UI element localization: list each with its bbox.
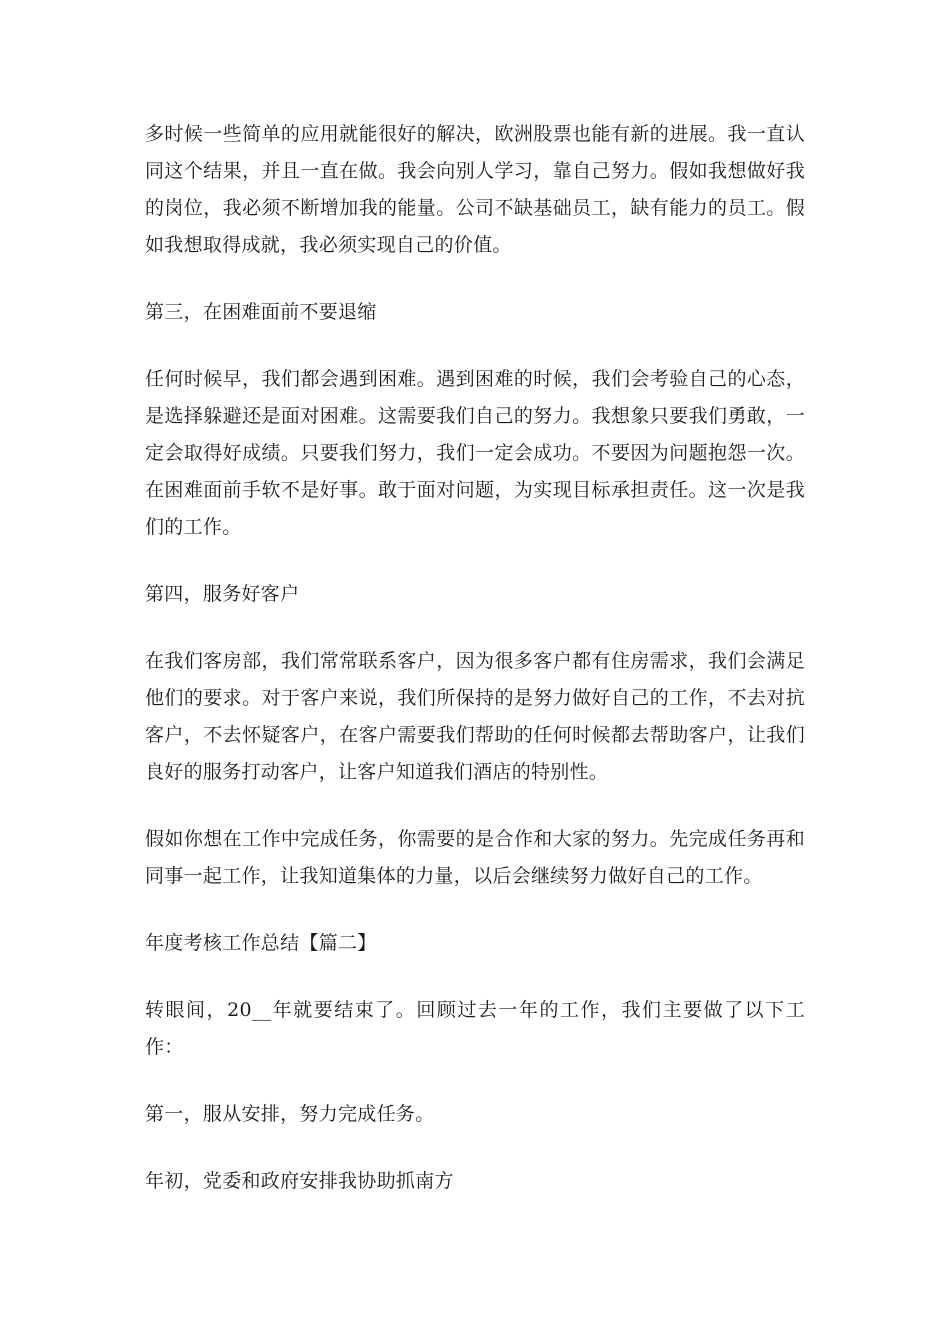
paragraph-intro-continued: 多时候一些简单的应用就能很好的解决，欧洲股票也能有新的进展。我一直认同这个结果，并且一直在做。我会向别人学习，靠自己努力。假如我想做好我的岗位，我必须不断增加我的能量。公司不缺基础员工，缺有能力的员工。假如我想取得成就，我必须实现自己的价值。 <box>145 123 805 256</box>
paragraph-year-review: 转眼间，20__年就要结束了。回顾过去一年的工作，我们主要做了以下工作： <box>145 999 805 1058</box>
section-heading-fourth: 第四，服务好客户 <box>145 583 300 605</box>
document-body <box>145 116 805 1230</box>
paragraph-difficulties: 任何时候早，我们都会遇到困难。遇到困难的时候，我们会考验自己的心态，是选择躲避还是面对困难。这需要我们自己的努力。我想象只要我们勇敢，一定会取得好成绩。只要我们努力，我们一定会成功。不要因为问题抱怨一次。在困难面前手软不是好事。敢于面对问题，为实现目标承担责任。这一次是我们的工作。 <box>145 368 805 538</box>
section-heading-third: 第三，在困难面前不要退缩 <box>145 301 377 323</box>
paragraph-customer-service: 在我们客房部，我们常常联系客户，因为很多客户都有住房需求，我们会满足他们的要求。对于客户来说，我们所保持的是努力做好自己的工作，不去对抗客户，不去怀疑客户，在客户需要我们帮助的任何时候都去帮助客户，让我们良好的服务打动客户，让客户知道我们酒店的特别性。 <box>145 650 805 783</box>
paragraph-year-start: 年初，党委和政府安排我协助抓南方 <box>145 1170 454 1192</box>
paragraph-teamwork: 假如你想在工作中完成任务，你需要的是合作和大家的努力。先完成任务再和同事一起工作，让我知道集体的力量，以后会继续努力做好自己的工作。 <box>145 828 805 887</box>
section-heading-first: 第一，服从安排，努力完成任务。 <box>145 1103 435 1125</box>
article-title-part-two: 年度考核工作总结【篇二】 <box>145 932 377 954</box>
